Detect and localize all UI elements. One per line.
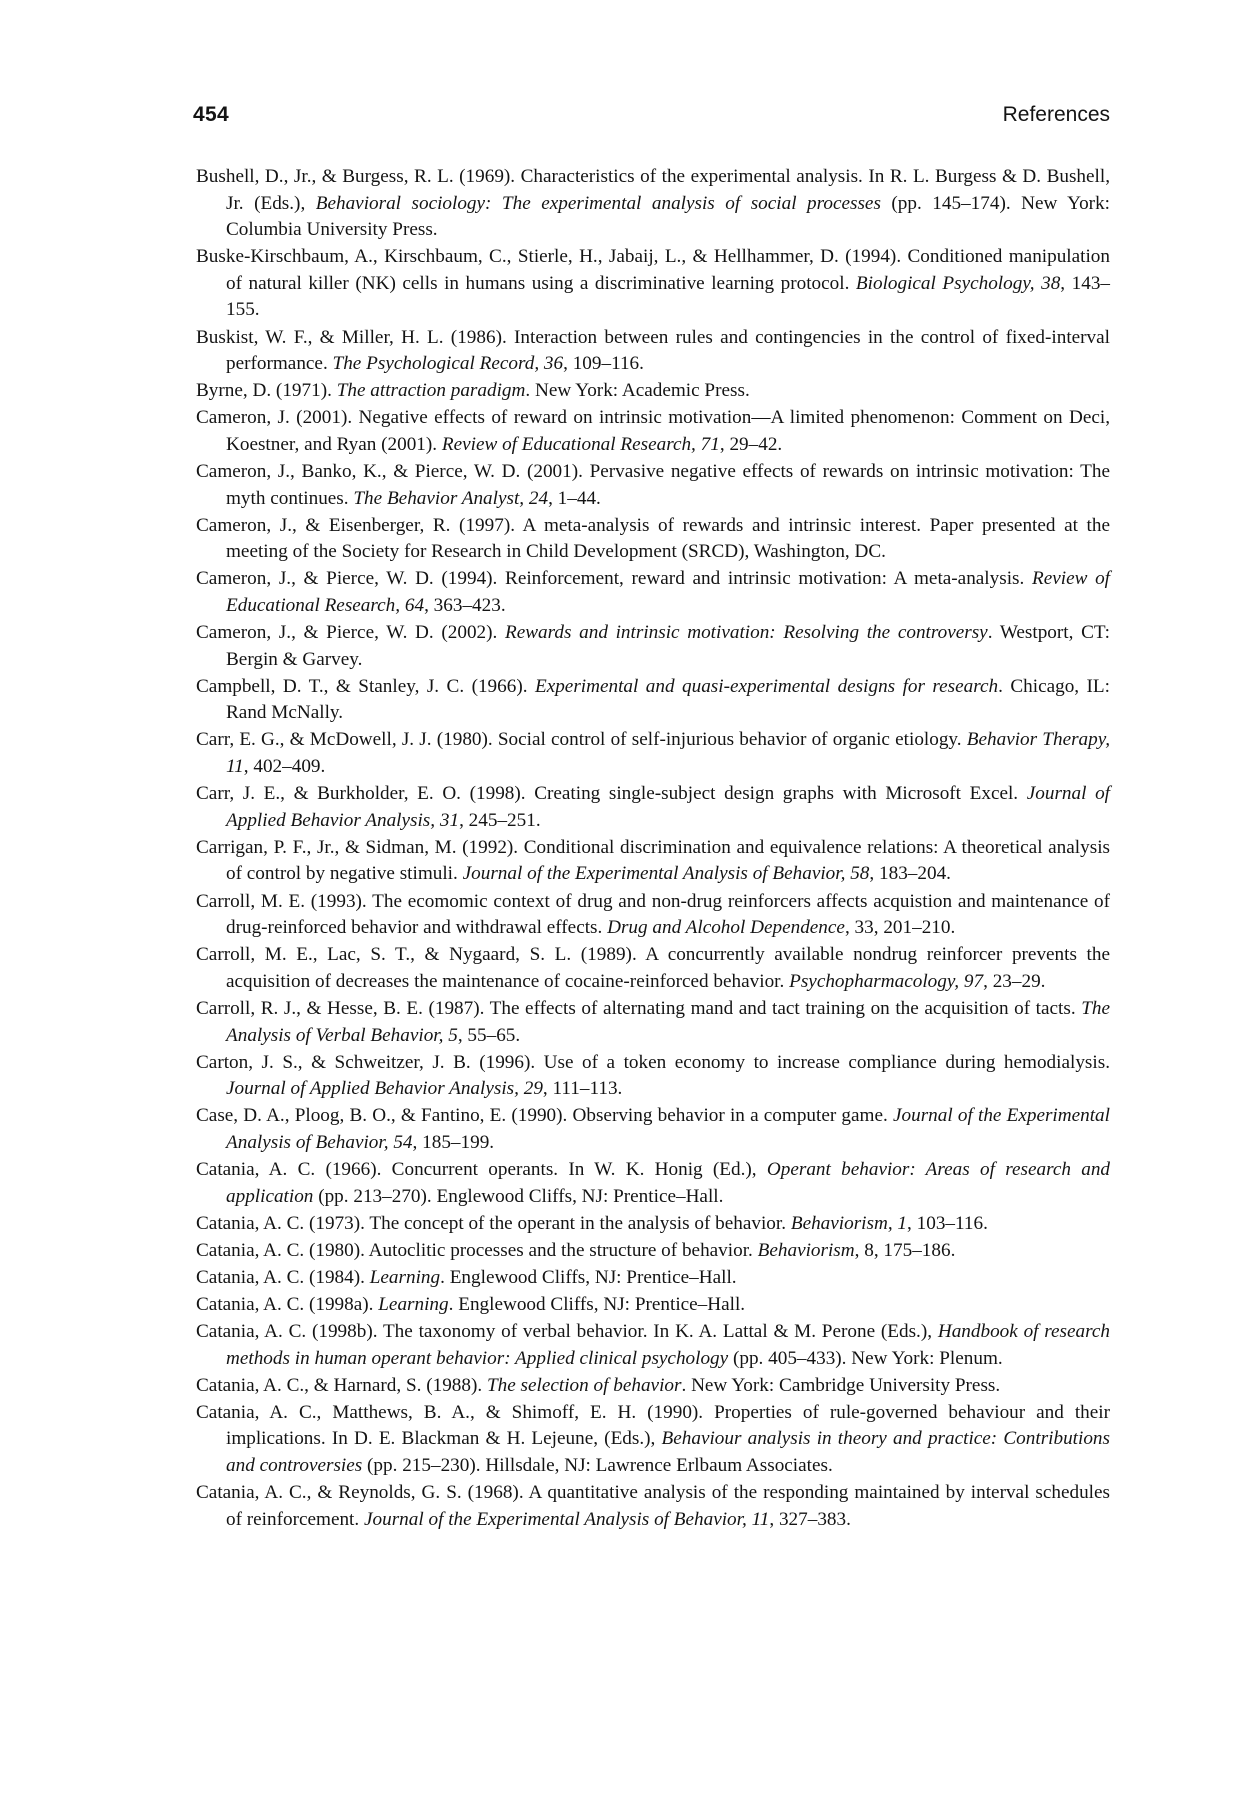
reference-text: Cameron, J., & Eisenberger, R. (1997). A meta-analysis of rewards and intrinsic interest. Paper presented at the meeting of the Society for Research in Child Development (SRCD), Washington, DC.: [196, 514, 1110, 563]
reference-entry: [196, 566, 1110, 619]
reference-text: Catania, A. C., & Harnard, S. (1988).: [196, 1374, 487, 1396]
reference-source-title: Learning: [369, 1266, 441, 1288]
reference-text-tail: , 402–409.: [243, 756, 326, 778]
reference-text-tail: , 1–44.: [548, 487, 601, 509]
reference-source-title: Handbook of research methods in human operant behavior: Applied clinical psychology: [226, 1321, 1111, 1369]
reference-entry: [196, 1480, 1110, 1533]
reference-entry: [196, 889, 1110, 942]
reference-text: Catania, A. C. (1998b). The taxonomy of verbal behavior. In K. A. Lattal & M. Perone (Eds.),: [196, 1321, 938, 1343]
reference-text-tail: , 327–383.: [769, 1508, 851, 1530]
reference-source-title: The Behavior Analyst, 24: [353, 487, 549, 509]
reference-text-tail: (pp. 405–433). New York: Plenum.: [728, 1347, 1003, 1369]
reference-entry: [196, 1373, 1110, 1400]
reference-text-tail: , 55–65.: [457, 1024, 521, 1046]
reference-entry: [196, 727, 1110, 780]
reference-text-tail: (pp. 215–230). Hillsdale, NJ: Lawrence Erlbaum Associates.: [362, 1455, 833, 1476]
reference-source-title: Review of Educational Research, 71: [441, 433, 720, 455]
reference-entry: [196, 513, 1110, 566]
reference-text: Campbell, D. T., & Stanley, J. C. (1966).: [196, 675, 535, 697]
reference-source-title: The attraction paradigm: [336, 380, 526, 402]
reference-source-title: Journal of Applied Behavior Analysis, 29: [226, 1078, 543, 1100]
reference-text: Catania, A. C. (1980). Autoclitic processes and the structure of behavior.: [196, 1239, 758, 1261]
reference-text: Catania, A. C., Matthews, B. A., & Shimoff, E. H. (1990). Properties of rule-governed behaviour and their implications. In D. E. Blackman & H. Lejeune, (Eds.),: [196, 1401, 1110, 1450]
reference-text: Carr, E. G., & McDowell, J. J. (1980). Social control of self-injurious behavior of organic etiology.: [196, 729, 967, 751]
reference-text-tail: . Chicago, IL: Rand McNally.: [226, 675, 1110, 724]
reference-text-tail: , 111–113.: [542, 1078, 623, 1100]
reference-entry: [196, 1265, 1110, 1292]
reference-entry: [196, 1400, 1110, 1480]
reference-entry: [196, 781, 1110, 834]
reference-entry: [196, 459, 1110, 512]
reference-source-title: The Analysis of Verbal Behavior, 5: [226, 997, 1110, 1046]
reference-text-tail: , 363–423.: [424, 595, 506, 616]
reference-entry: [196, 674, 1110, 727]
reference-entry: [196, 996, 1110, 1049]
reference-text: Cameron, J. (2001). Negative effects of reward on intrinsic motivation—A limited phenomenon: Comment on Deci, Koestner, and Ryan (2001).: [196, 407, 1110, 455]
reference-text-tail: , 185–199.: [412, 1131, 495, 1153]
reference-source-title: Psychopharmacology, 97: [789, 970, 984, 992]
reference-text: Bushell, D., Jr., & Burgess, R. L. (1969). Characteristics of the experimental analysis. In R. L. Burgess & D. Bushell, Jr. (Eds.),: [196, 166, 1110, 214]
reference-source-title: Journal of the Experimental Analysis of Behavior, 54: [226, 1105, 1110, 1153]
running-head: References: [1002, 103, 1110, 126]
reference-text-tail: , 109–116.: [563, 353, 644, 375]
reference-entry: [196, 942, 1110, 995]
reference-source-title: Behaviorism, 1: [790, 1212, 908, 1234]
reference-text-tail: , 29–42.: [719, 433, 783, 455]
reference-source-title: The selection of behavior: [486, 1374, 682, 1396]
reference-source-title: Journal of the Experimental Analysis of Behavior, 11: [363, 1508, 770, 1530]
reference-source-title: Operant behavior: Areas of research and application: [226, 1158, 1111, 1207]
reference-text: Carroll, R. J., & Hesse, B. E. (1987). The effects of alternating mand and tact training on the acquisition of tacts.: [196, 997, 1082, 1019]
reference-text: Carr, J. E., & Burkholder, E. O. (1998). Creating single-subject design graphs with Microsoft Excel.: [196, 783, 1027, 805]
reference-source-title: Behaviorism: [757, 1239, 855, 1261]
reference-text-tail: . Westport, CT: Bergin & Garvey.: [226, 622, 1110, 670]
reference-text-tail: , 8, 175–186.: [854, 1239, 956, 1261]
reference-source-title: The Psychological Record, 36: [332, 353, 564, 375]
reference-entry: [196, 1103, 1110, 1156]
reference-text-tail: , 183–204.: [869, 863, 951, 885]
reference-source-title: Biological Psychology, 38: [855, 272, 1061, 294]
reference-entry: [196, 1292, 1110, 1319]
reference-source-title: Behavior Therapy, 11: [226, 729, 1110, 778]
reference-entry: [196, 378, 1110, 405]
reference-text-tail: , 245–251.: [459, 809, 541, 831]
reference-source-title: Rewards and intrinsic motivation: Resolving the controversy: [505, 622, 988, 644]
reference-source-title: Drug and Alcohol Dependence: [607, 917, 845, 939]
reference-text: Byrne, D. (1971).: [196, 380, 337, 402]
reference-entry: [196, 835, 1110, 888]
reference-entry: [196, 1050, 1110, 1103]
reference-entry: [196, 1211, 1110, 1238]
reference-text: Carton, J. S., & Schweitzer, J. B. (1996). Use of a token economy to increase compliance during hemodialysis.: [196, 1051, 1110, 1073]
reference-text: Cameron, J., & Pierce, W. D. (2002).: [196, 622, 506, 644]
reference-entry: [196, 244, 1110, 324]
reference-list: [196, 164, 1110, 1534]
reference-text: Buske-Kirschbaum, A., Kirschbaum, C., Stierle, H., Jabaij, L., & Hellhammer, D. (1994). Conditioned manipulation of natural killer (NK) cells in humans using a discriminative learning protocol.: [196, 246, 1110, 294]
reference-source-title: Behaviour analysis in theory and practice: Contributions and controversies: [226, 1428, 1110, 1476]
reference-entry: [196, 405, 1110, 458]
reference-text: Catania, A. C., & Reynolds, G. S. (1968). A quantitative analysis of the responding maintained by interval schedules of reinforcement.: [196, 1482, 1110, 1530]
reference-entry: [196, 1238, 1110, 1265]
reference-source-title: Review of Educational Research, 64: [226, 568, 1110, 616]
reference-text-tail: , 23–29.: [983, 970, 1046, 992]
reference-text: Case, D. A., Ploog, B. O., & Fantino, E. (1990). Observing behavior in a computer game.: [196, 1105, 893, 1127]
reference-text-tail: . New York: Academic Press.: [525, 380, 750, 402]
reference-text: Buskist, W. F., & Miller, H. L. (1986). Interaction between rules and contingencies in the control of fixed-interval performance.: [196, 326, 1110, 375]
reference-entry: [196, 164, 1110, 244]
reference-text-tail: , 143–155.: [226, 272, 1111, 321]
reference-text: Catania, A. C. (1998a).: [196, 1293, 379, 1315]
reference-text: Carroll, M. E. (1993). The ecomomic context of drug and non-drug reinforcers affects acquistion and maintenance of drug-reinforced behavior and withdrawal effects.: [196, 890, 1110, 939]
reference-source-title: Experimental and quasi-experimental designs for research: [534, 675, 999, 697]
reference-text: Catania, A. C. (1984).: [196, 1266, 370, 1288]
reference-text: Carrigan, P. F., Jr., & Sidman, M. (1992). Conditional discrimination and equivalence relations: A theoretical analysis of control by negative stimuli.: [196, 836, 1110, 885]
reference-entry: [196, 1319, 1110, 1372]
reference-text: Cameron, J., Banko, K., & Pierce, W. D. (2001). Pervasive negative effects of rewards on intrinsic motivation: The myth continues.: [196, 461, 1110, 509]
page-number: 454: [193, 103, 229, 126]
reference-text-tail: . New York: Cambridge University Press.: [681, 1374, 1001, 1396]
reference-text: Catania, A. C. (1973). The concept of the operant in the analysis of behavior.: [196, 1212, 791, 1234]
reference-text: Cameron, J., & Pierce, W. D. (1994). Reinforcement, reward and intrinsic motivation: A meta-analysis.: [196, 568, 1032, 590]
reference-source-title: Learning: [378, 1293, 449, 1315]
reference-text-tail: . Englewood Cliffs, NJ: Prentice–Hall.: [440, 1266, 737, 1288]
reference-source-title: Journal of the Experimental Analysis of Behavior, 58: [462, 863, 870, 885]
page-header: [193, 103, 1110, 137]
reference-text-tail: , 103–116.: [907, 1212, 988, 1234]
reference-text: Carroll, M. E., Lac, S. T., & Nygaard, S. L. (1989). A concurrently available nondrug reinforcer prevents the acquisition of decreases the maintenance of cocaine-reinforced behavior.: [196, 944, 1110, 992]
reference-text-tail: (pp. 145–174). New York: Columbia University Press.: [226, 192, 1110, 241]
reference-text-tail: (pp. 213–270). Englewood Cliffs, NJ: Prentice–Hall.: [313, 1185, 724, 1207]
reference-source-title: Journal of Applied Behavior Analysis, 31: [226, 783, 1110, 831]
reference-text-tail: . Englewood Cliffs, NJ: Prentice–Hall.: [448, 1293, 746, 1315]
reference-entry: [196, 325, 1110, 378]
reference-entry: [196, 1157, 1110, 1210]
reference-entry: [196, 620, 1110, 673]
reference-source-title: Behavioral sociology: The experimental analysis of social processes: [315, 192, 881, 214]
reference-text: Catania, A. C. (1966). Concurrent operants. In W. K. Honig (Ed.),: [196, 1158, 767, 1180]
reference-text-tail: , 33, 201–210.: [844, 917, 956, 939]
